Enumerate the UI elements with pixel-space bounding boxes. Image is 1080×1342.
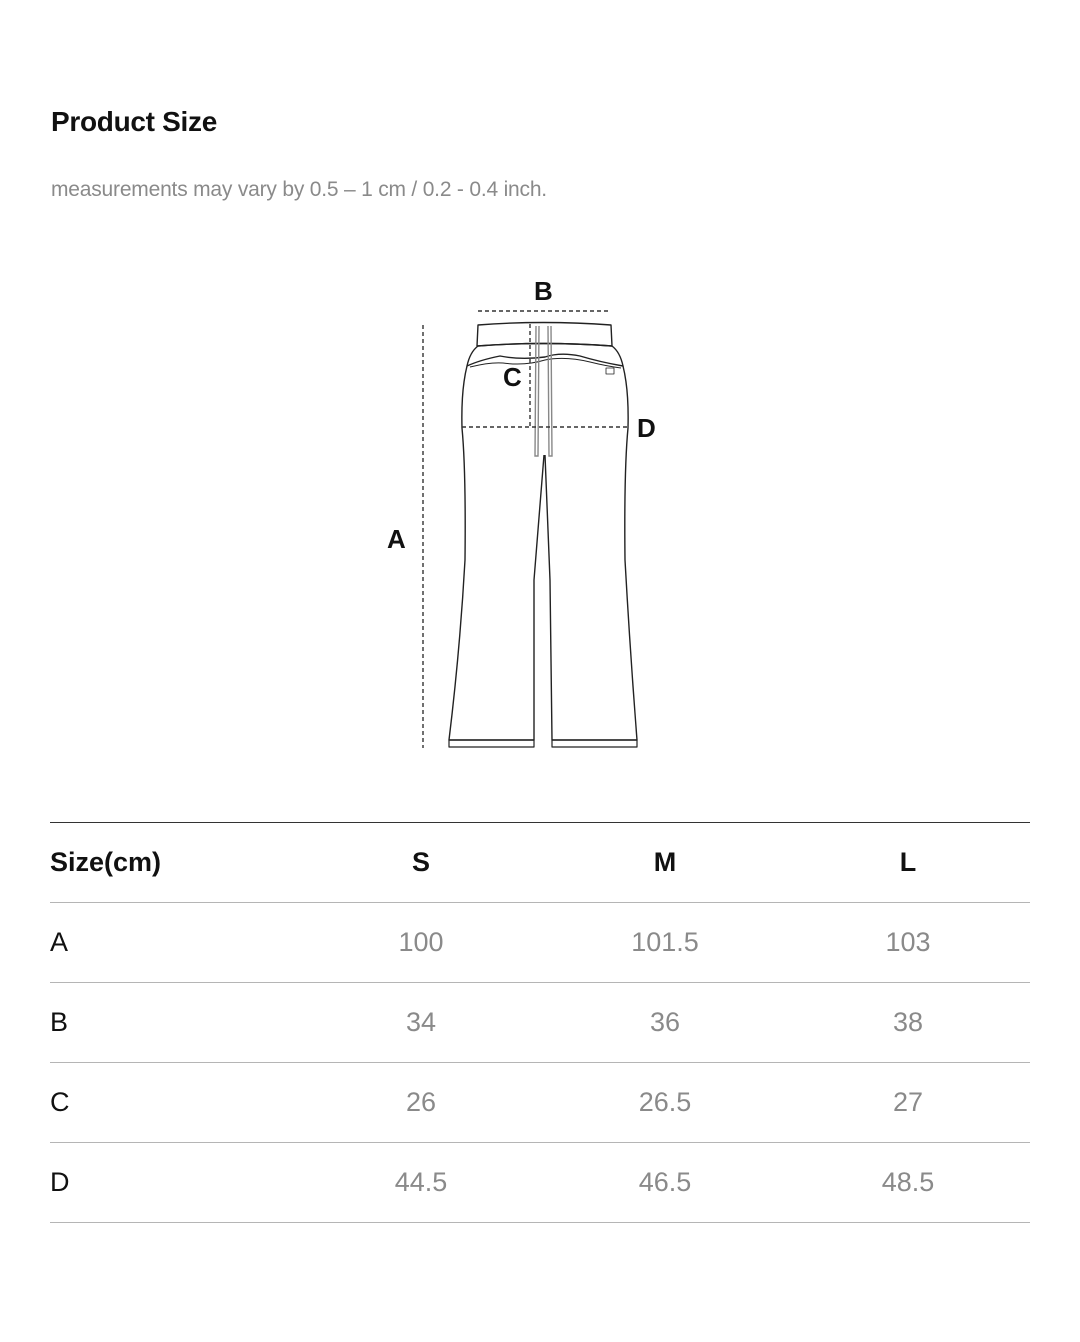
row-label: A (50, 927, 69, 957)
table-cell: 44.5 (394, 1167, 448, 1197)
table-row (50, 983, 1030, 1063)
column-header-m: M (653, 847, 677, 877)
measure-label-b: B (534, 276, 553, 306)
table-cell: 34 (405, 1007, 437, 1037)
column-header-s: S (411, 847, 430, 877)
size-table (50, 822, 1030, 1223)
table-cell: 100 (398, 927, 444, 957)
measurement-note: measurements may vary by 0.5 – 1 cm / 0.2 - 0.4 inch. (51, 178, 547, 201)
row-label: B (50, 1007, 69, 1037)
row-label: D (50, 1167, 70, 1197)
column-header-size: Size(cm) (50, 847, 162, 877)
yoke (467, 344, 623, 367)
table-cell: 46.5 (638, 1167, 692, 1197)
table-cell: 103 (885, 927, 931, 957)
table-cell: 27 (892, 1087, 924, 1117)
measure-label-c: C (503, 362, 522, 392)
table-row (50, 1063, 1030, 1143)
table-cell: 36 (649, 1007, 681, 1037)
page-title: Product Size (51, 106, 217, 137)
waistband (477, 323, 612, 347)
table-cell: 26 (405, 1087, 437, 1117)
table-row (50, 1143, 1030, 1223)
table-cell: 48.5 (881, 1167, 935, 1197)
table-cell: 38 (892, 1007, 924, 1037)
table-row (50, 903, 1030, 983)
right-leg (545, 366, 637, 740)
measure-label-d: D (637, 413, 656, 443)
table-cell: 26.5 (638, 1087, 692, 1117)
table-header-row (50, 823, 1030, 903)
table-cell: 101.5 (631, 927, 699, 957)
row-label: C (50, 1087, 70, 1117)
column-header-l: L (899, 847, 917, 877)
measure-label-a: A (387, 524, 406, 554)
